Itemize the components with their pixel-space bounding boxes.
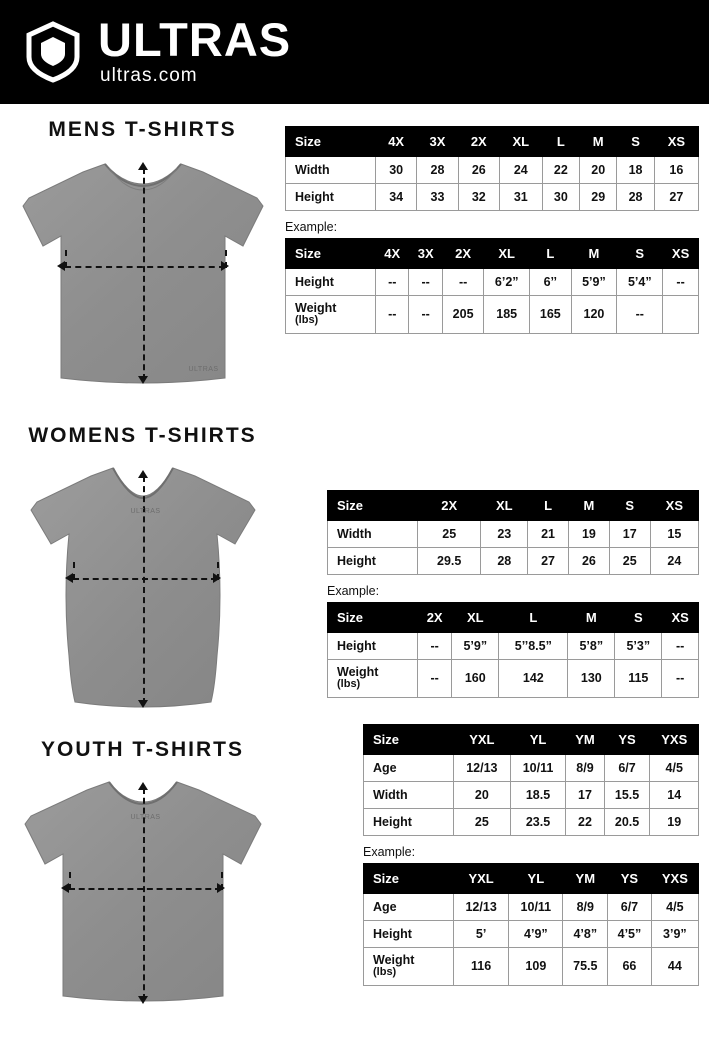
cell: 4’9” [509, 921, 563, 948]
table-row [328, 521, 699, 548]
mens-size-table [285, 126, 699, 211]
cell: 22 [566, 809, 604, 836]
table-row [286, 157, 699, 184]
cell: 15.5 [604, 782, 650, 809]
cell: 10/11 [510, 755, 566, 782]
cell: 8/9 [566, 755, 604, 782]
youth-section-title: YOUTH T-SHIRTS [40, 738, 244, 761]
row-label-width: Width [364, 782, 454, 809]
cell: 115 [615, 660, 662, 698]
table-row [364, 921, 699, 948]
mens-shirt-column [0, 104, 285, 410]
cell: -- [418, 660, 452, 698]
womens-width-arrow-left [65, 573, 73, 583]
cell: 22 [542, 157, 579, 184]
cell: 32 [458, 184, 499, 211]
row-label-height: Height [286, 184, 376, 211]
row-label-weight-unit: (lbs) [373, 966, 397, 979]
th-size: Size [286, 239, 376, 269]
row-label-height: Height [286, 269, 376, 296]
cell: 26 [458, 157, 499, 184]
mens-tables-column [285, 104, 709, 334]
cell: 16 [654, 157, 698, 184]
youth-height-arrow-down [138, 996, 148, 1004]
cell: 4’8” [563, 921, 608, 948]
cell: 75.5 [563, 948, 608, 986]
row-label-weight-text: Weight [337, 665, 379, 679]
cell: 116 [454, 948, 509, 986]
section-mens [0, 104, 709, 410]
youth-example-table [363, 863, 699, 986]
table-header-row [286, 239, 699, 269]
cell: 23 [481, 521, 528, 548]
cell: -- [442, 269, 483, 296]
table-header-row [364, 725, 699, 755]
cell: 25 [418, 521, 481, 548]
cell: 24 [650, 548, 698, 575]
table-header-row [364, 864, 699, 894]
th-s: S [609, 491, 650, 521]
cell: 14 [650, 782, 699, 809]
row-label-weight-unit: (lbs) [337, 678, 361, 691]
cell: -- [376, 269, 409, 296]
womens-height-arrow-up [138, 470, 148, 478]
th-l: L [499, 603, 568, 633]
cell: 25 [454, 809, 511, 836]
cell: 29.5 [418, 548, 481, 575]
cell: 19 [650, 809, 699, 836]
th-m: M [568, 491, 609, 521]
womens-section-title: WOMENS T-SHIRTS [28, 424, 257, 447]
cell: -- [418, 633, 452, 660]
mens-example-table [285, 238, 699, 334]
cell: 4/5 [650, 755, 699, 782]
th-m: M [568, 603, 615, 633]
th-xl: XL [452, 603, 499, 633]
shirt-tag-label: ULTRAS [188, 366, 219, 373]
mens-height-guide [143, 168, 145, 380]
th-l: L [530, 239, 571, 269]
womens-example-label: Example: [327, 584, 380, 598]
cell: 165 [530, 296, 571, 334]
cell: 30 [376, 157, 417, 184]
th-2x: 2X [418, 491, 481, 521]
shirt-tag-label: ULTRAS [130, 814, 161, 821]
cell: 12/13 [454, 894, 509, 921]
cell: 33 [417, 184, 458, 211]
table-row [364, 894, 699, 921]
th-yl: YL [510, 725, 566, 755]
cell: 31 [499, 184, 542, 211]
th-m: M [580, 127, 617, 157]
table-row [328, 548, 699, 575]
mens-example-label: Example: [285, 220, 338, 234]
cell: 205 [442, 296, 483, 334]
cell: -- [409, 269, 442, 296]
cell: 6’’ [530, 269, 571, 296]
cell: 20 [454, 782, 511, 809]
th-size: Size [328, 603, 418, 633]
th-xs: XS [654, 127, 698, 157]
cell: 5’3” [615, 633, 662, 660]
youth-tshirt-illustration [13, 770, 273, 1040]
youth-width-tick-left [69, 872, 71, 890]
youth-width-tick-right [221, 872, 223, 890]
cell: 4’5” [608, 921, 652, 948]
cell: 130 [568, 660, 615, 698]
th-2x: 2X [442, 239, 483, 269]
cell: 28 [481, 548, 528, 575]
th-ym: YM [566, 725, 604, 755]
cell: 20.5 [604, 809, 650, 836]
th-xl: XL [481, 491, 528, 521]
cell: 120 [571, 296, 617, 334]
table-row [286, 296, 699, 334]
cell: -- [663, 269, 699, 296]
cell: 5’8” [568, 633, 615, 660]
cell: 15 [650, 521, 698, 548]
th-size: Size [364, 725, 454, 755]
th-s: S [615, 603, 662, 633]
womens-tshirt-illustration [13, 456, 273, 724]
cell: 26 [568, 548, 609, 575]
table-row [364, 809, 699, 836]
cell: -- [662, 633, 699, 660]
row-label-weight [286, 296, 376, 334]
cell: 18 [617, 157, 654, 184]
th-3x: 3X [417, 127, 458, 157]
row-label-height: Height [328, 633, 418, 660]
row-label-width: Width [328, 521, 418, 548]
table-header-row [286, 127, 699, 157]
table-row [364, 948, 699, 986]
table-row [328, 660, 699, 698]
shirt-tag-label: ULTRAS [130, 508, 161, 515]
th-size: Size [286, 127, 376, 157]
cell: 8/9 [563, 894, 608, 921]
mens-width-guide [65, 266, 225, 268]
womens-shirt-column [0, 410, 285, 724]
th-size: Size [328, 491, 418, 521]
th-size: Size [364, 864, 454, 894]
cell: -- [409, 296, 442, 334]
cell: 23.5 [510, 809, 566, 836]
th-3x: 3X [409, 239, 442, 269]
th-yxs: YXS [650, 725, 699, 755]
th-s: S [617, 239, 663, 269]
cell: 27 [528, 548, 569, 575]
cell [663, 296, 699, 334]
cell: 17 [609, 521, 650, 548]
th-s: S [617, 127, 654, 157]
section-youth [0, 724, 709, 1040]
table-row [364, 782, 699, 809]
row-label-weight [328, 660, 418, 698]
youth-shirt-column [0, 724, 285, 1040]
cell: 30 [542, 184, 579, 211]
brand-name: ULTRAS [98, 13, 292, 66]
cell: 5’4” [617, 269, 663, 296]
th-ys: YS [608, 864, 652, 894]
cell: 29 [580, 184, 617, 211]
womens-width-tick-right [217, 562, 219, 580]
row-label-height: Height [364, 809, 454, 836]
youth-width-guide [69, 888, 221, 890]
cell: 34 [376, 184, 417, 211]
mens-height-arrow-down [138, 376, 148, 384]
cell: 6’2” [484, 269, 530, 296]
brand-website: ultras.com [100, 65, 198, 86]
mens-tshirt-illustration [13, 150, 273, 410]
cell: 6/7 [608, 894, 652, 921]
th-l: L [528, 491, 569, 521]
row-label-weight [364, 948, 454, 986]
row-label-height: Height [328, 548, 418, 575]
section-womens [0, 410, 709, 724]
cell: -- [662, 660, 699, 698]
cell: 160 [452, 660, 499, 698]
row-label-height: Height [364, 921, 454, 948]
th-xs: XS [650, 491, 698, 521]
cell: 10/11 [509, 894, 563, 921]
cell: 5’9” [452, 633, 499, 660]
womens-size-table [327, 490, 699, 575]
ultras-shield-icon [22, 21, 84, 83]
cell: -- [376, 296, 409, 334]
cell: 44 [651, 948, 698, 986]
table-row [286, 269, 699, 296]
cell: 24 [499, 157, 542, 184]
th-xl: XL [484, 239, 530, 269]
page-header [0, 0, 709, 104]
table-row [286, 184, 699, 211]
table-row [364, 755, 699, 782]
th-l: L [542, 127, 579, 157]
row-label-weight-text: Weight [295, 301, 337, 315]
womens-height-arrow-down [138, 700, 148, 708]
cell: 17 [566, 782, 604, 809]
th-ym: YM [563, 864, 608, 894]
table-header-row [328, 603, 699, 633]
cell: 18.5 [510, 782, 566, 809]
th-4x: 4X [376, 239, 409, 269]
th-yxl: YXL [454, 864, 509, 894]
row-label-width: Width [286, 157, 376, 184]
th-2x: 2X [458, 127, 499, 157]
row-label-age: Age [364, 894, 454, 921]
mens-width-tick-right [225, 250, 227, 268]
cell: 185 [484, 296, 530, 334]
cell: 28 [417, 157, 458, 184]
youth-tables-column [285, 724, 709, 986]
cell: 21 [528, 521, 569, 548]
th-m: M [571, 239, 617, 269]
mens-height-arrow-up [138, 162, 148, 170]
th-xs: XS [663, 239, 699, 269]
cell: 25 [609, 548, 650, 575]
th-2x: 2X [418, 603, 452, 633]
cell: 3’9” [651, 921, 698, 948]
cell: 27 [654, 184, 698, 211]
cell: 142 [499, 660, 568, 698]
th-ys: YS [604, 725, 650, 755]
cell: 12/13 [454, 755, 511, 782]
mens-section-title: MENS T-SHIRTS [48, 118, 237, 141]
mens-width-arrow-left [57, 261, 65, 271]
th-4x: 4X [376, 127, 417, 157]
cell: 5’’8.5” [499, 633, 568, 660]
row-label-weight-text: Weight [373, 953, 415, 967]
womens-tables-column [285, 410, 709, 698]
youth-height-arrow-up [138, 782, 148, 790]
th-yxl: YXL [454, 725, 511, 755]
mens-width-tick-left [65, 250, 67, 268]
womens-example-table [327, 602, 699, 698]
womens-width-tick-left [73, 562, 75, 580]
th-xs: XS [662, 603, 699, 633]
cell: 20 [580, 157, 617, 184]
th-yl: YL [509, 864, 563, 894]
cell: 5’ [454, 921, 509, 948]
youth-width-arrow-left [61, 883, 69, 893]
cell: -- [617, 296, 663, 334]
cell: 5’9” [571, 269, 617, 296]
cell: 66 [608, 948, 652, 986]
cell: 109 [509, 948, 563, 986]
th-xl: XL [499, 127, 542, 157]
cell: 4/5 [651, 894, 698, 921]
youth-example-label: Example: [363, 845, 416, 859]
table-row [328, 633, 699, 660]
womens-width-guide [73, 578, 217, 580]
row-label-age: Age [364, 755, 454, 782]
th-yxs: YXS [651, 864, 698, 894]
table-header-row [328, 491, 699, 521]
youth-size-table [363, 724, 699, 836]
row-label-weight-unit: (lbs) [295, 314, 319, 327]
cell: 28 [617, 184, 654, 211]
cell: 6/7 [604, 755, 650, 782]
cell: 19 [568, 521, 609, 548]
